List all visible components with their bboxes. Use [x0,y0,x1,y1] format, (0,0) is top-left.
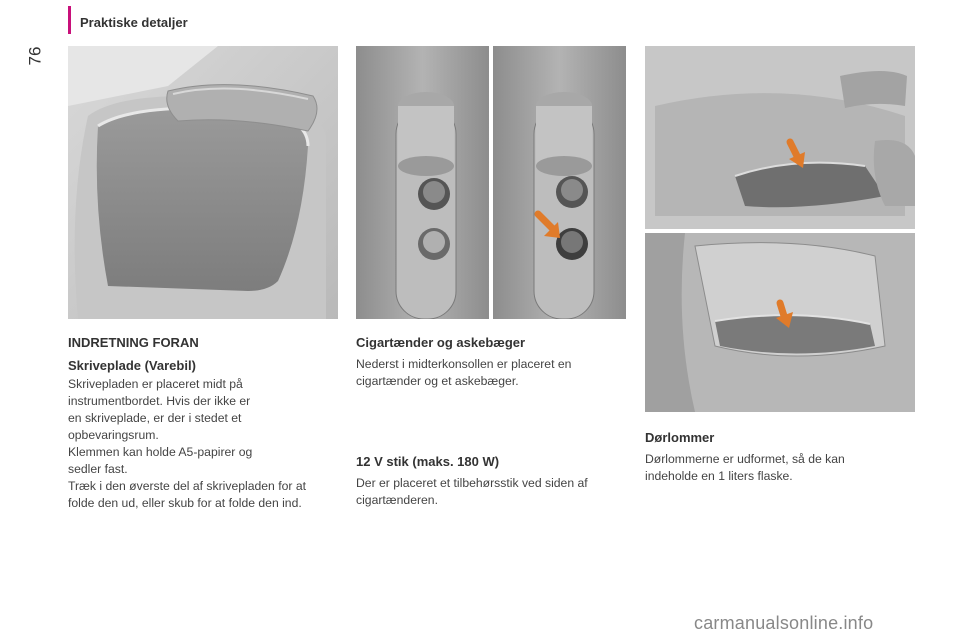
section-heading-front-fittings: INDRETNING FORAN [68,335,199,350]
writing-board-description: Skrivepladen er placeret midt på instrumentbordet. Hvis der ikke er en skriveplade, er der i stedet et opbevaringsrum. Klemmen kan holde A5-papirer og sedler fast. Træk i den øverste del af skrivepladen for at folde den ud, eller skub for at folde den ind. [68,377,306,510]
header-accent-bar [68,6,71,34]
subheading-lighter-ashtray: Cigartænder og askebæger [356,335,526,350]
door-pockets-description: Dørlommerne er udformet, så de kan indeholde en 1 liters flaske. [645,452,845,483]
12v-socket-description: Der er placeret et tilbehørsstik ved siden af cigartænderen. [356,476,588,507]
subheading-writing-board: Skriveplade (Varebil) [68,358,196,373]
watermark: carmanualsonline.info [694,613,874,633]
section-title: Praktiske detaljer [80,15,188,30]
door-pocket-illustration [645,46,915,412]
subheading-door-pockets: Dørlommer [645,430,715,445]
lighter-ashtray-illustration [356,46,626,319]
lighter-ashtray-description: Nederst i midterkonsollen er placeret en cigartænder og et askebæger. [356,357,572,388]
page-number: 76 [25,46,45,66]
writing-board-illustration [68,46,338,319]
subheading-12v-socket: 12 V stik (maks. 180 W) [356,454,500,469]
